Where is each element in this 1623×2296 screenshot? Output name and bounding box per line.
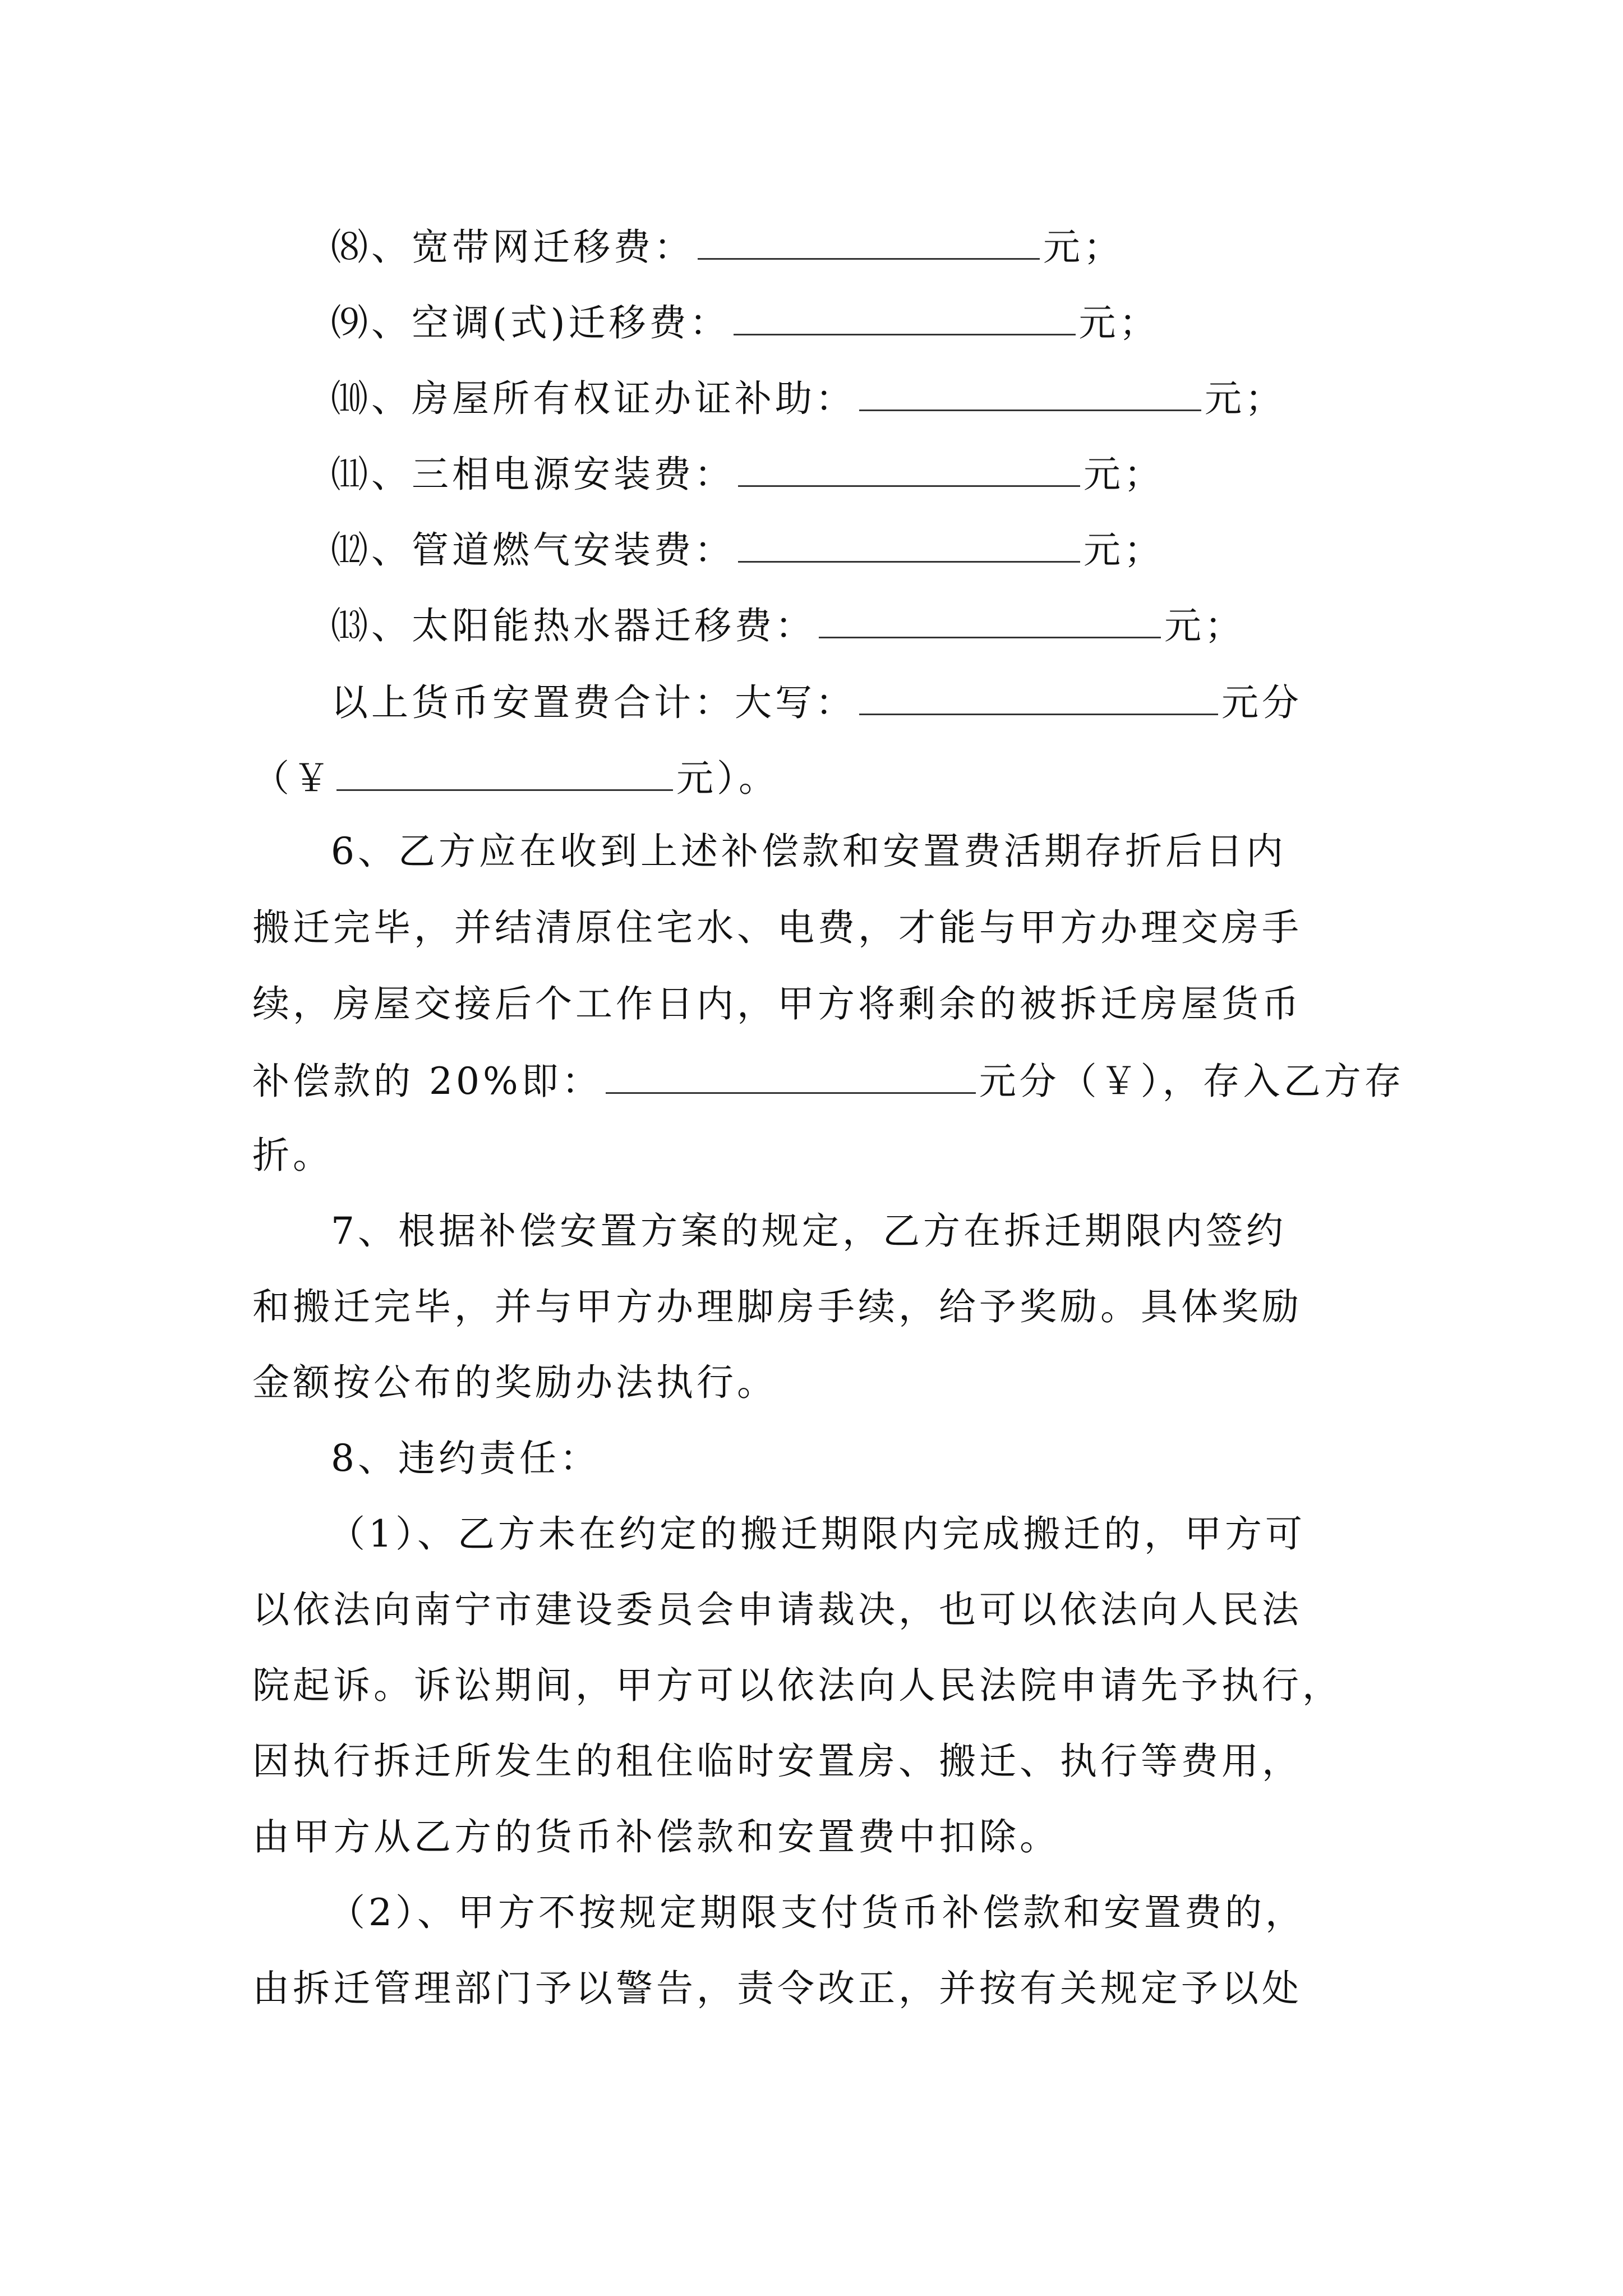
item-label: 空调(式)迁移费：	[412, 301, 730, 344]
fill-blank[interactable]	[859, 375, 1201, 411]
para8-heading: 8、违约责任：	[331, 1437, 600, 1480]
item-unit: 元；	[1164, 604, 1245, 647]
item-label: 管道燃气安装费：	[412, 528, 735, 572]
item-number: ⑻、	[331, 226, 412, 269]
item-unit: 元；	[1205, 377, 1285, 420]
item-certificate-subsidy	[331, 375, 1458, 420]
para8-s1-line5: 由甲方从乙方的货币补偿款和安置费中扣除。	[252, 1815, 1060, 1858]
total-line	[331, 679, 1458, 724]
item-number: ⒀、	[331, 604, 412, 647]
item-label: 房屋所有权证办证补助：	[412, 377, 856, 420]
item-solar-heater-fee	[331, 602, 1458, 647]
total-paren-close: 元）。	[676, 757, 779, 800]
item-three-phase-power-fee	[331, 450, 1458, 495]
fill-blank[interactable]	[738, 450, 1080, 487]
para7-line1: 7、根据补偿安置方案的规定，乙方在拆迁期限内签约	[331, 1209, 1287, 1253]
para6-line5: 折。	[252, 1134, 333, 1177]
para6-line4	[252, 1057, 1405, 1103]
item-unit: 元；	[1083, 528, 1164, 572]
total-unit: 元分	[1221, 681, 1302, 724]
total-paren-open: （￥	[252, 757, 333, 800]
total-numeric-blank[interactable]	[336, 754, 673, 791]
para7-line2: 和搬迁完毕，并与甲方办理脚房手续，给予奖励。具体奖励	[252, 1285, 1302, 1328]
fill-blank[interactable]	[738, 526, 1080, 563]
item-broadband-fee	[331, 223, 1458, 268]
para8-s1-line2: 以依法向南宁市建设委员会申请裁决，也可以依法向人民法	[252, 1588, 1302, 1631]
item-number: ⑽、	[331, 377, 412, 420]
para6-line2: 搬迁完毕，并结清原住宅水、电费，才能与甲方办理交房手	[252, 906, 1302, 949]
para8-s1-line4: 因执行拆迁所发生的租住临时安置房、搬迁、执行等费用，	[252, 1740, 1302, 1783]
para8-s2-line2: 由拆迁管理部门予以警告，责令改正，并按有关规定予以处	[252, 1967, 1302, 2010]
para8-s1-line3: 院起诉。诉讼期间，甲方可以依法向人民法院申请先予执行，	[252, 1664, 1343, 1707]
para6-line4-suffix: 元分（￥），存入乙方存	[979, 1060, 1405, 1103]
item-label: 宽带网迁移费：	[412, 226, 694, 269]
para6-line4-prefix: 补偿款的 20%即：	[252, 1060, 602, 1103]
para6-line3: 续，房屋交接后个工作日内，甲方将剩余的被拆迁房屋货币	[252, 982, 1302, 1025]
total-numeric-line	[252, 754, 1380, 799]
fill-blank[interactable]	[734, 299, 1076, 335]
fill-blank[interactable]	[819, 602, 1161, 638]
item-label: 三相电源安装费：	[412, 453, 735, 496]
para8-s1-line1: （1）、乙方未在约定的搬迁期限内完成搬迁的，甲方可	[328, 1512, 1306, 1556]
item-number: ⑿、	[331, 528, 412, 572]
item-unit: 元；	[1083, 453, 1164, 496]
fill-blank[interactable]	[698, 223, 1040, 260]
compensation-amount-blank[interactable]	[606, 1057, 976, 1094]
para8-s2-line1: （2）、甲方不按规定期限支付货币补偿款和安置费的，	[328, 1891, 1306, 1934]
item-unit: 元；	[1043, 226, 1124, 269]
para6-line1: 6、乙方应在收到上述补偿款和安置费活期存折后日内	[331, 830, 1287, 873]
item-number: ⑼、	[331, 301, 412, 344]
item-gas-pipe-fee	[331, 526, 1458, 571]
item-aircon-fee	[331, 299, 1458, 344]
item-unit: 元；	[1078, 301, 1160, 344]
total-prefix: 以上货币安置费合计：大写：	[331, 681, 856, 724]
item-number: ⑾、	[331, 453, 412, 496]
para7-line3: 金额按公布的奖励办法执行。	[252, 1361, 777, 1404]
total-amount-blank[interactable]	[859, 679, 1218, 715]
item-label: 太阳能热水器迁移费：	[412, 604, 815, 647]
